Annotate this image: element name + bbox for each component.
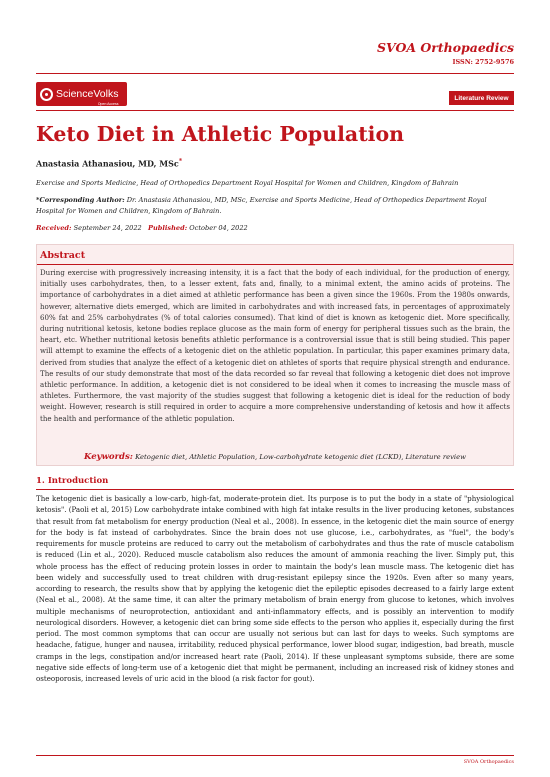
affiliation: Exercise and Sports Medicine, Head of Orthopedics Department Royal Hospital for Women and Children, Kingdom of Bahrain <box>36 179 459 187</box>
footer-journal: SVOA Orthopaedics <box>463 759 514 765</box>
publisher-logo <box>36 82 127 106</box>
header-bottom-rule <box>36 110 514 111</box>
corresponding-label: *Corresponding Author: <box>36 196 125 204</box>
author-name: Anastasia Athanasiou, MD, MSc <box>36 158 179 169</box>
footer-rule <box>36 755 514 756</box>
article-type-badge: Literature Review <box>449 91 514 105</box>
abstract-box <box>36 244 514 466</box>
logo-subtitle: Open Access <box>97 102 119 106</box>
author-line <box>36 157 182 169</box>
article-dates <box>36 224 248 232</box>
section-rule <box>36 489 514 490</box>
corresponding-text: Dr. Anastasia Athanasiou, MD, MSc, Exercise and Sports Medicine, Head of Orthopedics Department Royal Hospital for Women and Children, Kingdom of Bahrain. <box>36 196 487 215</box>
published-label: Published: <box>148 224 188 232</box>
abstract-heading: Abstract <box>40 250 86 261</box>
header-rule <box>36 73 514 74</box>
introduction-text: The ketogenic diet is basically a low-carb, high-fat, moderate-protein diet. Its purpose is to put the body in a state of "physiological ketosis". (Paoli et al, 2015) Low carbohydrate intake combined with high fat intake results in the liver producing ketones, substances that result from fat metabolism for energy production (Neal et al., 2008). In essence, in the ketogenic diet the main source of energy for the body is fat instead of carbohydrates. Since the brain does not use glucose, i.e., carbohydrates, as "fuel", the body's requirements for muscle proteins are reduced to carry out the metabolism of carbohydrates and thus the rate of muscle catabolism is reduced (Lin et al., 2020). Reduced muscle catabolism also reduces the amount of ammonia reaching the liver. Simply put, this whole process has the effect of reducing protein losses in order to maintain the body's lean muscle mass. The ketogenic diet has been widely and successfully used to treat children with drug-resistant epilepsy since the 1920s. Even after so many years, according to research, the results show that by applying the ketogenic diet the epileptic episodes decreased to a fairly large extent (Neal et al., 2008). At the same time, it can alter the primary metabolism of brain energy from glucose to ketones, which involves multiple mechanisms of neuroprotection, antioxidant and anti-inflammatory effects, and is possibly an intervention to modify neurological disorders. However, a ketogenic diet can bring some side effects to the person who applies it, especially during the first period. The most common symptoms that can occur are usually not serious but can last for days to weeks. Such symptoms are headache, fatigue, hunger and nausea, irritability, reduced physical performance, lower blood sugar, indigestion, bad breath, muscle cramps in the legs, constipation and/or increased heart rate (Paoli, 2014). If these unpleasant symptoms subside, there are some negative side effects of long-term use of a ketogenic diet that might be permanent, including an increased risk of kidney stones and osteoporosis, increased levels of uric acid in the blood (a risk factor for gout). <box>36 494 514 683</box>
issn: ISSN: 2752-9576 <box>452 58 514 66</box>
corresponding-author <box>36 195 514 216</box>
received-label: Received: <box>36 224 72 232</box>
author-mark: * <box>178 157 183 165</box>
journal-name: SVOA Orthopaedics <box>376 40 514 55</box>
logo-icon <box>40 88 53 101</box>
logo-name: ScienceVolks <box>56 88 119 100</box>
section-heading-introduction: 1. Introduction <box>36 476 109 486</box>
received-date: September 24, 2022 <box>71 224 142 232</box>
abstract-rule <box>37 264 513 265</box>
keywords-label: Keywords: <box>84 452 133 462</box>
keywords <box>37 452 513 462</box>
keywords-list: Ketogenic diet, Athletic Population, Low-carbohydrate ketogenic diet (LCKD), Literature review <box>132 453 466 461</box>
abstract-text: During exercise with progressively increasing intensity, it is a fact that the body of each individual, for the production of energy, initially uses carbohydrates, then, to a lesser extent, fats and, finally, to a minimal extent, the amino acids of proteins. The importance of carbohydrates in a diet aimed at athletic performance has been a given since the 1960s. From the 1980s onwards, however, alternative diets emerged, which are limited in carbohydrates and with increased fats, in percentages of approximately 60% fat and 25% carbohydrates (% of total calories consumed). That kind of diet is known as ketogenic diet. More specifically, during nutritional ketosis, ketone bodies replace glucose as the main form of energy for peripheral tissues such as the brain, the heart, etc. Whether nutritional ketosis benefits athletic performance is a controversial issue that is still being studied. This paper will attempt to examine the effects of a ketogenic diet on the athletic population. In particular, this paper examines primary data, derived from studies that analyze the effect of a ketogenic diet on athletes of sports that require physical strength and endurance. The results of our study demonstrate that most of the data recorded so far reveal that following a ketogenic diet does not improve athletic performance. In addition, a ketogenic diet is not considered to be ideal when it comes to increasing the muscle mass of athletes. Furthermore, the vast majority of the studies suggest that following a ketogenic diet is ideal for the reduction of body weight. However, research is still required in order to acquire a more comprehensive understanding of ketosis and how it affects the health and performance of the athletic population. <box>40 268 510 423</box>
article-title: Keto Diet in Athletic Population <box>36 122 405 146</box>
published-date: October 04, 2022 <box>187 224 248 232</box>
